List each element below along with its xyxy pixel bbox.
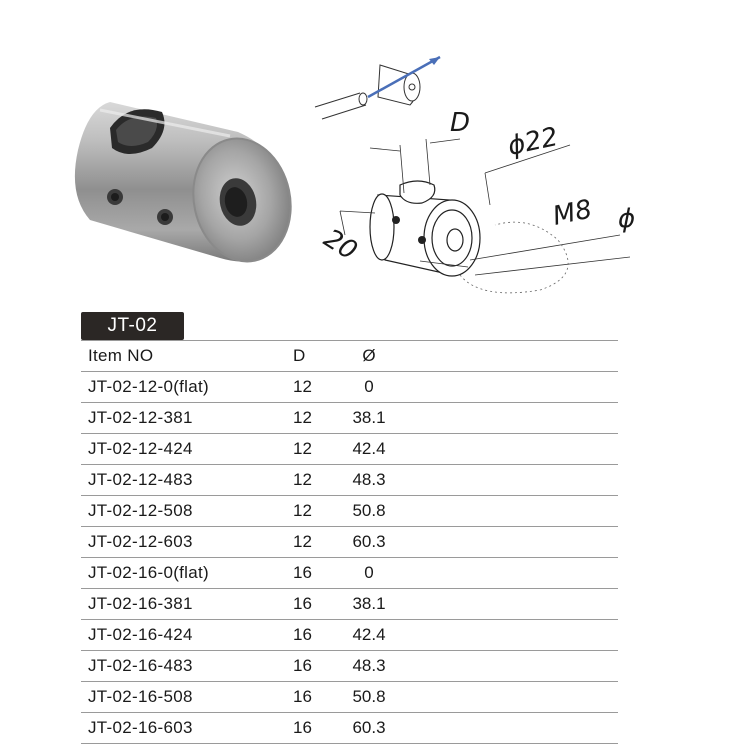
diameter-cell: 42.4 [333,434,405,465]
d-cell: 16 [293,682,333,713]
item-no-cell: JT-02-16-483 [81,651,293,682]
table-row [81,589,618,620]
diameter-cell: 48.3 [333,465,405,496]
diameter-cell: 0 [333,558,405,589]
item-no-cell: JT-02-12-424 [81,434,293,465]
dim-diameter-22-label: ϕ22 [505,122,561,162]
diameter-cell: 38.1 [333,403,405,434]
item-no-cell: JT-02-12-508 [81,496,293,527]
d-cell: 12 [293,372,333,403]
table-row [81,465,618,496]
d-cell: 16 [293,558,333,589]
header-item-no: Item NO [81,341,293,372]
item-no-cell: JT-02-16-381 [81,589,293,620]
model-badge: JT-02 [81,312,184,340]
dim-m8-label: M8 [550,194,595,232]
dim-d-label: D [450,108,471,138]
diameter-cell: 60.3 [333,527,405,558]
d-cell: 16 [293,713,333,744]
item-no-cell: JT-02-16-0(flat) [81,558,293,589]
d-cell: 12 [293,434,333,465]
header-diameter: Ø [333,341,405,372]
spacer-cell [405,651,618,682]
diameter-cell: 38.1 [333,589,405,620]
d-cell: 16 [293,620,333,651]
diameter-cell: 0 [333,372,405,403]
item-no-cell: JT-02-12-0(flat) [81,372,293,403]
spacer-cell [405,682,618,713]
item-no-cell: JT-02-12-483 [81,465,293,496]
spacer-cell [405,589,618,620]
spacer-cell [405,620,618,651]
item-no-cell: JT-02-16-508 [81,682,293,713]
table-row [81,496,618,527]
item-no-cell: JT-02-16-603 [81,713,293,744]
table-row [81,434,618,465]
item-no-cell: JT-02-16-424 [81,620,293,651]
header-d: D [293,341,333,372]
item-no-cell: JT-02-12-603 [81,527,293,558]
d-cell: 12 [293,465,333,496]
diameter-cell: 60.3 [333,713,405,744]
dim-20-label: 20 [318,223,363,267]
d-cell: 12 [293,496,333,527]
spacer-cell [405,713,618,744]
table-row [81,682,618,713]
spacer-cell [405,527,618,558]
header-spacer [405,341,618,372]
item-no-cell: JT-02-12-381 [81,403,293,434]
table-row [81,527,618,558]
spacer-cell [405,496,618,527]
table-row [81,558,618,589]
product-photo [70,90,300,275]
spacer-cell [405,434,618,465]
technical-drawing [300,35,660,305]
inset-diagram [315,65,420,119]
table-row [81,403,618,434]
spacer-cell [405,465,618,496]
table-header-row [81,341,618,372]
dim-phi-label: ϕ [618,204,636,234]
table-row [81,620,618,651]
diameter-cell: 50.8 [333,682,405,713]
spacer-cell [405,403,618,434]
diameter-cell: 42.4 [333,620,405,651]
d-cell: 16 [293,589,333,620]
spacer-cell [405,558,618,589]
d-cell: 16 [293,651,333,682]
diameter-cell: 50.8 [333,496,405,527]
diameter-cell: 48.3 [333,651,405,682]
spec-table [81,340,618,744]
spacer-cell [405,372,618,403]
table-row [81,713,618,744]
d-cell: 12 [293,403,333,434]
table-row [81,372,618,403]
d-cell: 12 [293,527,333,558]
table-row [81,651,618,682]
